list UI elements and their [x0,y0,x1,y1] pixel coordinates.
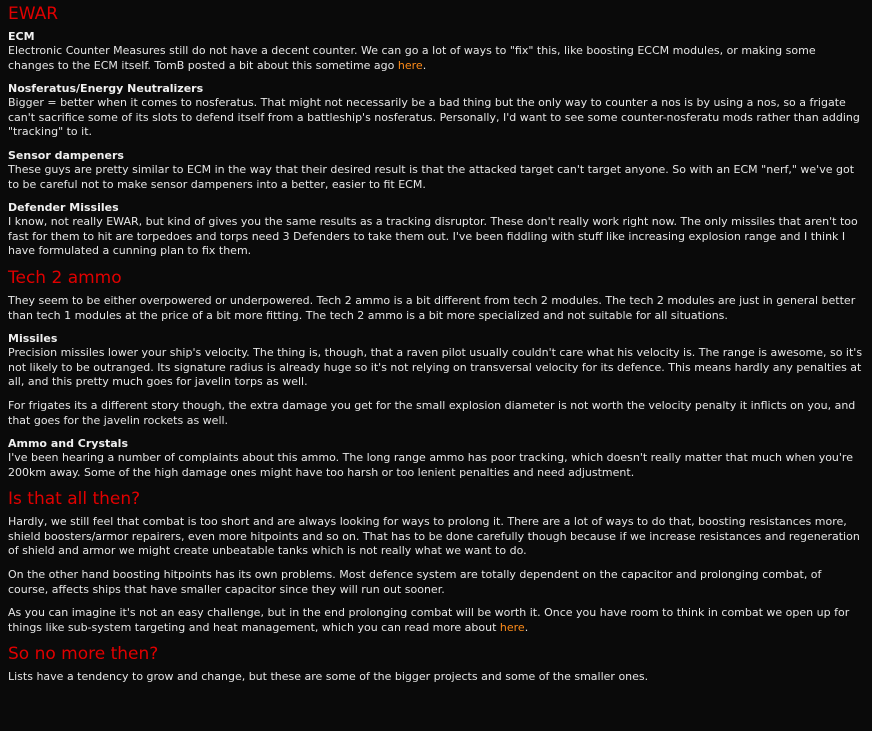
subsection-title-ecm: ECM [8,30,35,43]
subsection-title-sensor-dampeners: Sensor dampeners [8,148,124,162]
paragraph-is-that-all-3: As you can imagine it's not an easy challenge, but in the end prolonging combat will be worth it. Once you have room to think in combat we open up for things like sub-system targeting and heat management, which you can read more about here. [8,606,850,634]
section-heading-tech2-ammo: Tech 2 ammo [8,267,122,288]
section-heading-is-that-all: Is that all then? [8,489,141,510]
paragraph-sensor-dampeners: These guys are pretty similar to ECM in the way that their desired result is that the attacked target can't target anyone. So with an ECM "nerf," we've got to be careful not to make sensor dampeners into a better, easier to fit ECM. [8,162,855,191]
paragraph-nosferatus: Bigger = better when it comes to nosferatus. That might not necessarily be a bad thing but the only way to counter a nos is by using a nos, so a frigate can't sacrifice some of its slots to defend itself from a battleship's nosferatus. Personally, I'd want to see some counter-nosferatu mods rather than adding "tracking" to it. [8,96,860,139]
section-heading-so-no-more: So no more then? [8,644,159,665]
heat-management-here-link[interactable]: here [499,620,525,634]
paragraph-defender-missiles: I know, not really EWAR, but kind of gives you the same results as a tracking disruptor. These don't really work right now. The only missiles that aren't too fast for them to hit are torpedoes and torps need 3 Defenders to take them out. I've been fiddling with stuff like increasing explosion range and I think I have formulated a cunning plan to fix them. [8,215,858,258]
paragraph-missiles-1: Precision missiles lower your ship's velocity. The thing is, though, that a raven pilot usually couldn't care what his velocity is. The range is awesome, so it's not likely to be outranged. Its signature radius is already huge so it's not relying on transversal velocity for its defence. This means hardly any penalties at all, and this pretty much goes for javelin torps as well. [8,346,863,389]
paragraph-ecm: Electronic Counter Measures still do not have a decent counter. We can go a lot of ways to "fix" this, like boosting ECCM modules, or making some changes to the ECM itself. TomB posted a bit about this sometime ago here. [8,44,816,72]
paragraph-is-that-all-1: Hardly, we still feel that combat is too short and are always looking for ways to prolong it. There are a lot of ways to do that, boosting resistances more, shield boosters/armor repairers, even more hitpoints and so on. That has to be done carefully though because if we increase resistances and regeneration of shield and armor we might create unbeatable tanks which is not really what we want to do. [8,515,860,558]
ecm-here-link[interactable]: here [397,58,423,72]
subsection-title-defender-missiles: Defender Missiles [8,201,119,215]
subsection-title-nosferatus: Nosferatus/Energy Neutralizers [8,82,204,96]
paragraph-tech2-intro: They seem to be either overpowered or underpowered. Tech 2 ammo is a bit different from tech 2 modules. The tech 2 modules are just in general better than tech 1 modules at the price of a bit more fitting. The tech 2 ammo is a bit more specialized and not suitable for all situations. [8,293,856,322]
section-heading-ewar: EWAR [8,4,59,24]
paragraph-is-that-all-2: On the other hand boosting hitpoints has its own problems. Most defence system are totally dependent on the capacitor and prolonging combat, of course, affects ships that have smaller capacitor since they will run out sooner. [8,568,822,596]
paragraph-ammo-crystals: I've been hearing a number of complaints about this ammo. The long range ammo has poor tracking, which doesn't really matter that much when you're 200km away. Some of the high damage ones might have too harsh or too lenient penalties and need adjustment. [8,451,853,479]
subsection-title-ammo-crystals: Ammo and Crystals [8,437,128,451]
subsection-title-missiles: Missiles [8,332,58,346]
paragraph-missiles-2: For frigates its a different story though, the extra damage you get for the small explosion diameter is not worth the velocity penalty it inflicts on you, and that goes for the javelin rockets as well. [8,398,856,427]
paragraph-so-no-more: Lists have a tendency to grow and change, but these are some of the bigger projects and some of the smaller ones. [8,670,649,684]
